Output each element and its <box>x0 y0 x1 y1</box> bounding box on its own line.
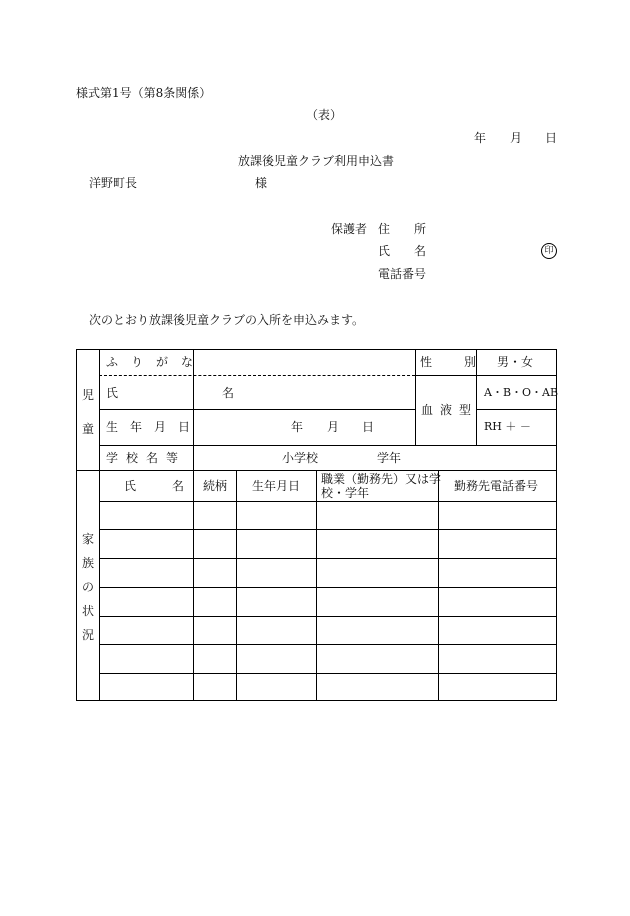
guardian-address-label: 住 所 <box>378 222 433 236</box>
furigana-label: ふりがな <box>106 355 207 369</box>
child-name-label: 氏 名 <box>106 386 281 400</box>
child-label-2: 童 <box>81 422 94 436</box>
family-header-job-1: 職業（勤務先）又は学 <box>321 472 442 486</box>
sex-value: 男・女 <box>497 355 534 369</box>
form-id: 様式第1号（第8条関係） <box>76 86 212 100</box>
addressee-honorific: 様 <box>255 176 268 190</box>
date-month: 月 <box>510 131 523 145</box>
birth-label: 生年月日 <box>106 420 203 434</box>
birth-day: 日 <box>362 420 375 434</box>
blood-label: 血液型 <box>421 403 479 417</box>
date-day: 日 <box>545 131 558 145</box>
family-header-work-phone: 勤務先電話番号 <box>454 479 539 493</box>
birth-year: 年 <box>291 420 304 434</box>
side-label: （表） <box>306 108 343 122</box>
addressee-name: 洋野町長 <box>89 176 138 190</box>
family-label-char: 族 <box>81 556 94 570</box>
child-label-1: 児 <box>81 388 94 402</box>
school-suffix: 小学校 <box>282 451 319 465</box>
seal-icon: 印 <box>541 243 557 259</box>
sex-label: 性 別 <box>420 355 487 369</box>
birth-month: 月 <box>327 420 340 434</box>
blood-abo: A・B・O・AB <box>484 386 559 399</box>
family-header-relation: 続柄 <box>203 479 228 493</box>
family-header-birth: 生年月日 <box>252 479 301 493</box>
blood-rh: RH ＋ － <box>484 420 531 433</box>
family-label-char: の <box>81 580 94 594</box>
family-label-char: 況 <box>81 628 94 642</box>
grade-suffix: 学年 <box>377 451 402 465</box>
family-header-job-2: 校・学年 <box>321 486 370 500</box>
date-year: 年 <box>474 131 487 145</box>
family-header-name: 氏 名 <box>124 479 197 493</box>
guardian-name-label: 氏 名 <box>378 244 433 258</box>
document-title: 放課後児童クラブ利用申込書 <box>238 154 395 168</box>
guardian-phone-label: 電話番号 <box>378 267 427 281</box>
family-label-char: 状 <box>81 604 94 618</box>
school-label: 学校名等 <box>106 451 187 465</box>
guardian-label: 保護者 <box>331 222 368 236</box>
family-label-char: 家 <box>81 532 94 546</box>
family-label <box>81 530 95 650</box>
intro-text: 次のとおり放課後児童クラブの入所を申込みます。 <box>89 313 365 327</box>
